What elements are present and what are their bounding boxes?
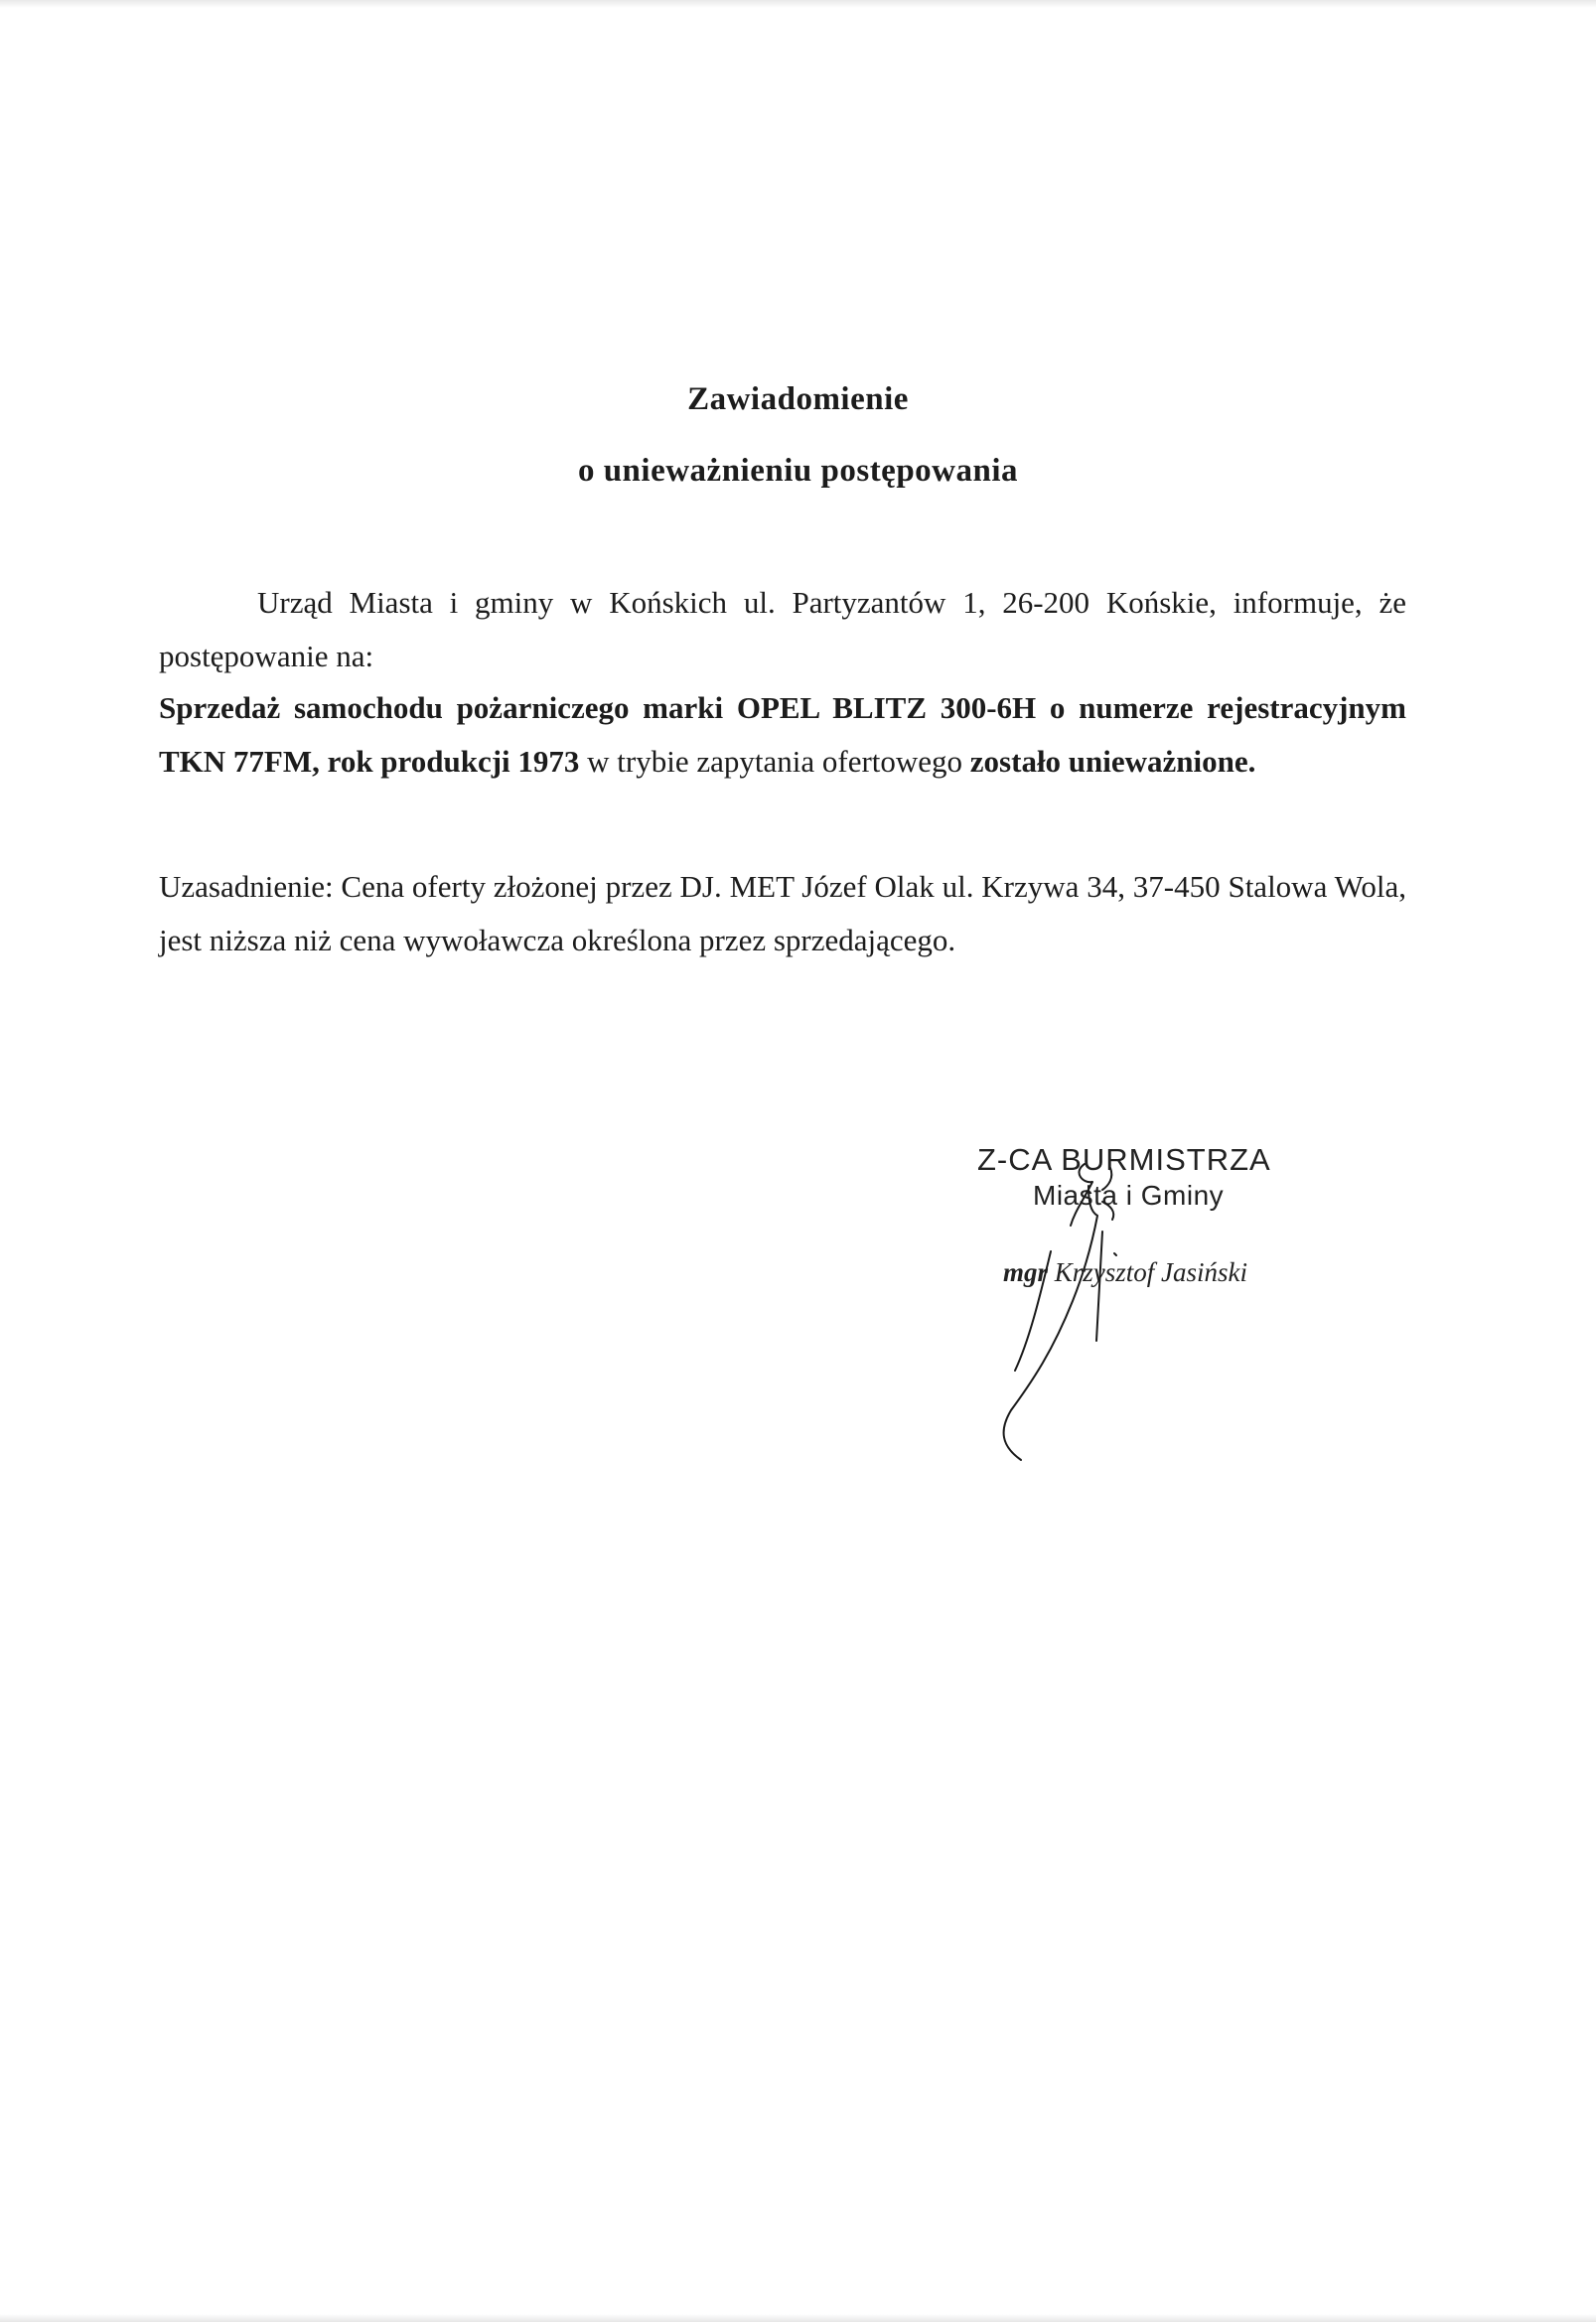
subject-paragraph <box>159 681 1406 789</box>
subject-result-text: zostało unieważnione. <box>969 744 1256 779</box>
scan-top-edge <box>0 0 1596 8</box>
signature-name-prefix: mgr <box>1003 1257 1049 1287</box>
scan-bottom-edge <box>0 2314 1596 2322</box>
intro-paragraph-wrapper <box>159 576 1406 683</box>
subject-paragraph-wrapper <box>159 681 1406 789</box>
document-title: Zawiadomienie <box>687 381 909 417</box>
signature-block <box>934 1142 1331 1500</box>
intro-paragraph: Urząd Miasta i gminy w Końskich ul. Partyzantów 1, 26-200 Końskie, informuje, że postępowanie na: <box>159 585 1406 673</box>
document-subtitle: o unieważnieniu postępowania <box>577 453 1019 489</box>
subject-mid-text: w trybie zapytania ofertowego <box>579 744 970 779</box>
subject-bold-text: Sprzedaż samochodu pożarniczego marki OPEL BLITZ 300-6H o numerze rejestracyjnym TKN 77FM, rok produkcji 1973 <box>159 690 1406 779</box>
signature-office: Miasta i Gminy <box>1033 1180 1225 1211</box>
signature-role: Z-CA BURMISTRZA <box>977 1142 1271 1177</box>
justification-paragraph-wrapper <box>159 860 1406 967</box>
justification-paragraph: Uzasadnienie: Cena oferty złożonej przez DJ. MET Józef Olak ul. Krzywa 34, 37-450 Stalowa Wola, jest niższa niż cena wywoławcza określona przez sprzedającego. <box>159 869 1406 957</box>
handwritten-signature-icon <box>934 1142 1331 1500</box>
signature-name-text: Krzysztof Jasiński <box>1048 1257 1248 1287</box>
